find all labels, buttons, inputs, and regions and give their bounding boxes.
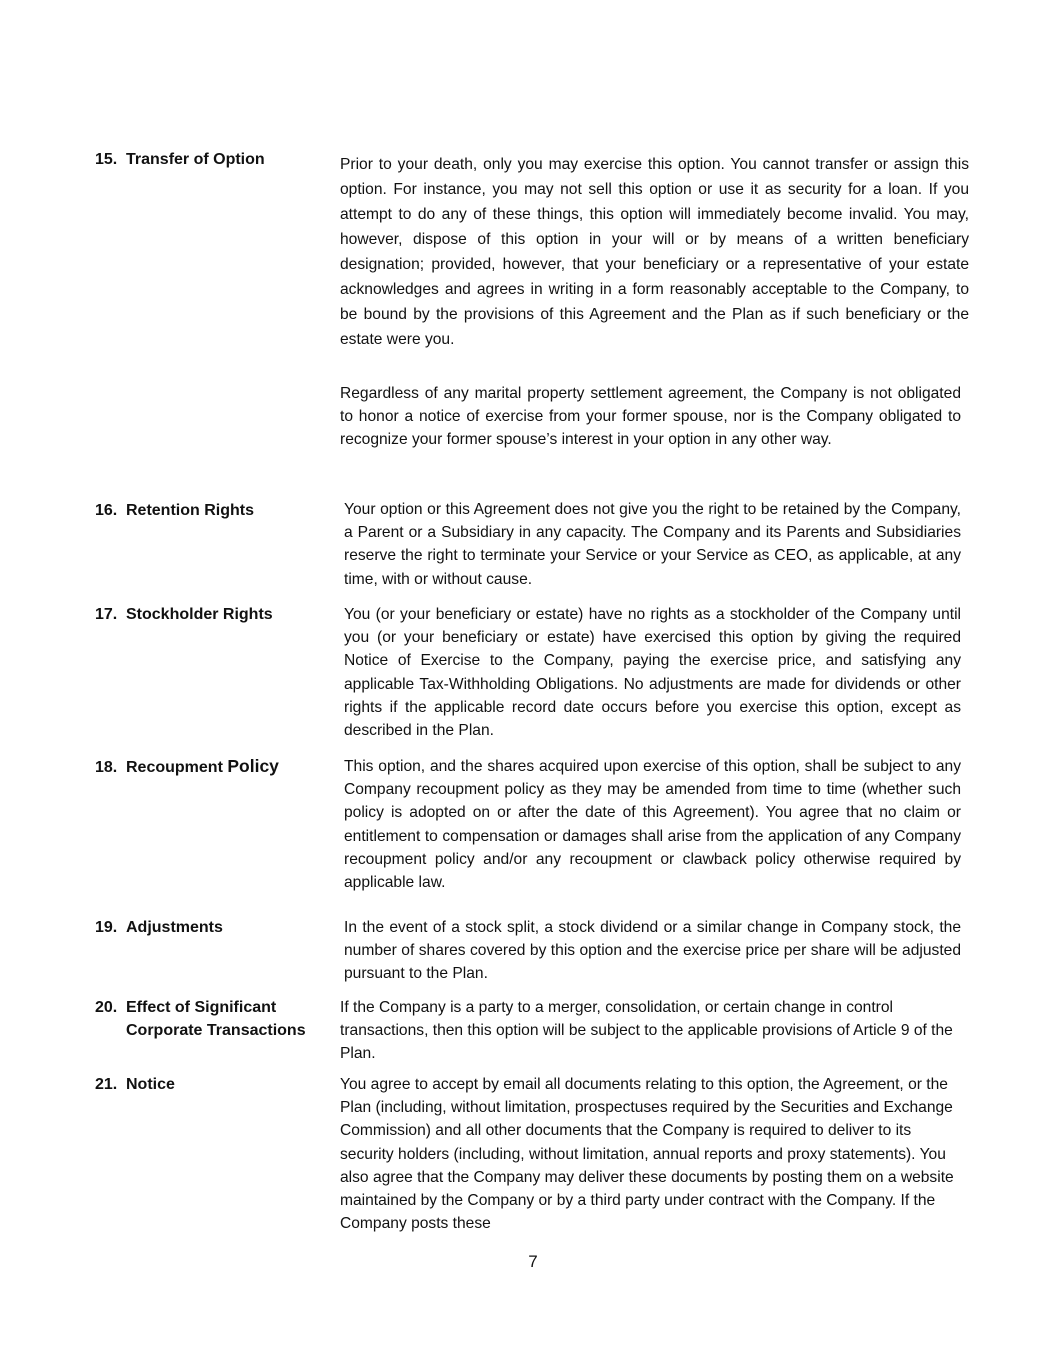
section-heading: Stockholder Rights (126, 606, 273, 623)
section-paragraph: In the event of a stock split, a stock dividend or a similar change in Company stock, the number of shares covered by this option and the exercise price per share will be adjusted pursuant to the Plan. (344, 919, 961, 983)
section-paragraph: This option, and the shares acquired upon exercise of this option, shall be subject to any Company recoupment policy as they may be amended from time to time (whether such policy is adopted on or after the date of this Agreement). You agree that no claim or entitlement to compensation or damages shall arise from the application of any Company recoupment policy and/or any recoupment or clawback policy otherwise required by applicable law. (344, 758, 961, 892)
section-paragraph: Regardless of any marital property settlement agreement, the Company is not obligated to honor a notice of exercise from your former spouse, nor is the Company obligated to recognize your former spouse’s interest in your option in any other way. (340, 385, 961, 449)
section-number: 20. (95, 999, 118, 1016)
section-paragraph: You agree to accept by email all documents relating to this option, the Agreement, or the Plan (including, without limitation, prospectuses required by the Securities and Exchange Commission) and all other documents that the Company is required to deliver to its security holders (including, without limitation, annual reports and proxy statements). You also agree that the Company may deliver these documents by posting them on a website maintained by the Company or by a third party under contract with the Company. If the Company posts these (340, 1076, 954, 1233)
section-heading-text: Recoupment (126, 759, 223, 776)
section-heading-suffix: Policy (227, 756, 279, 776)
section-number: 16. (95, 502, 118, 519)
section-heading-line2: Corporate Transactions (126, 1022, 306, 1039)
section-number: 15. (95, 151, 118, 168)
section-heading: Effect of Significant (126, 999, 277, 1016)
section-heading (126, 755, 279, 779)
section-number: 18. (95, 759, 118, 776)
section-heading: Adjustments (126, 919, 223, 936)
section-paragraph: You (or your beneficiary or estate) have no rights as a stockholder of the Company until you (or your beneficiary or estate) have exercised this option by giving the required Notice of Exercise to the Company, paying the exercise price, and satisfying any applicable Tax-Withholding Obligations. No adjustments are made for dividends or other rights if the applicable record date occurs before you exercise this option, except as described in the Plan. (344, 606, 961, 740)
section-number: 17. (95, 606, 118, 623)
section-heading: Retention Rights (126, 502, 254, 519)
page-number: 7 (528, 1252, 538, 1271)
section-number: 21. (95, 1076, 118, 1093)
section-number: 19. (95, 919, 118, 936)
section-paragraph: Prior to your death, only you may exercise this option. You cannot transfer or assign this option. For instance, you may not sell this option or use it as security for a loan. If you attempt to do any of these things, this option will immediately become invalid. You may, however, dispose of this option in your will or by means of a written beneficiary designation; provided, however, that your beneficiary or a representative of your estate acknowledges and agrees in writing in a form reasonably acceptable to the Company, to be bound by the provisions of this Agreement and the Plan as if such beneficiary or the estate were you. (340, 156, 969, 348)
section-paragraph: If the Company is a party to a merger, consolidation, or certain change in control transactions, then this option will be subject to the applicable provisions of Article 9 of the Plan. (340, 999, 953, 1063)
section-paragraph: Your option or this Agreement does not give you the right to be retained by the Company, a Parent or a Subsidiary in any capacity. The Company and its Parents and Subsidiaries reserve the right to terminate your Service or your Service as CEO, as applicable, at any time, with or without cause. (344, 501, 961, 588)
section-heading: Notice (126, 1076, 175, 1093)
section-heading: Transfer of Option (126, 151, 265, 168)
